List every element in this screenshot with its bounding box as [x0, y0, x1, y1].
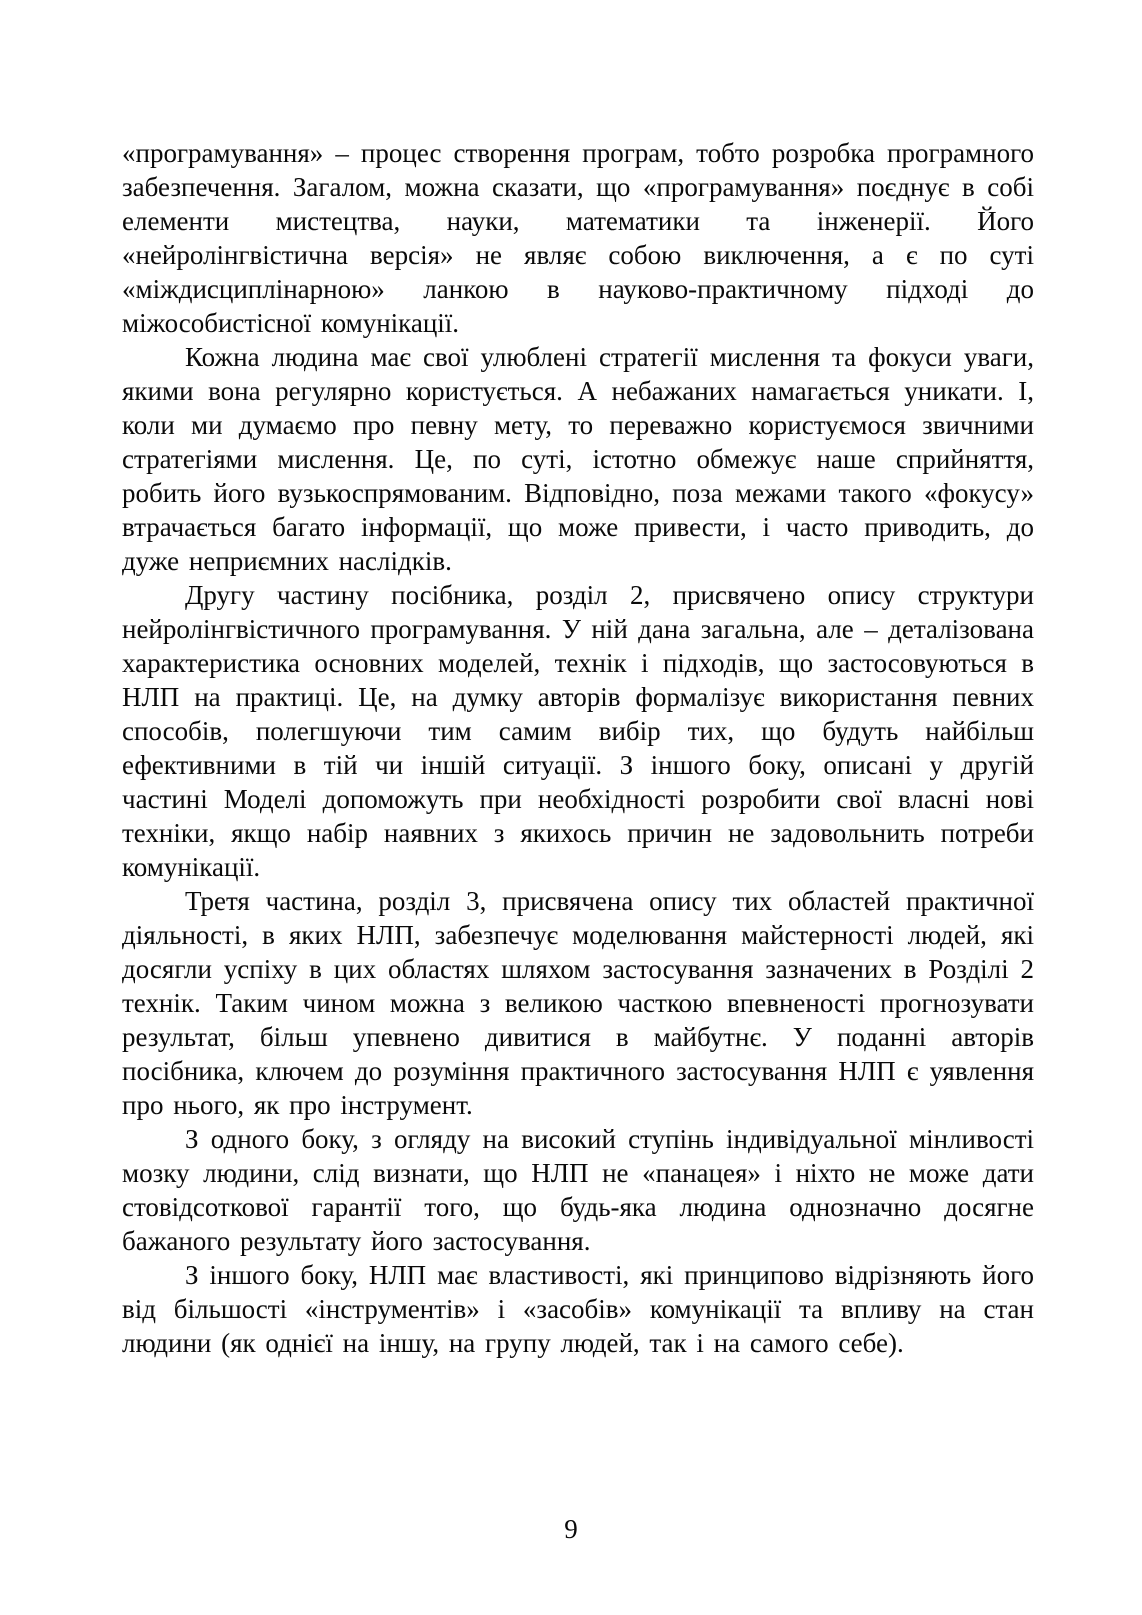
paragraph: «програмування» – процес створення програм, тобто розробка програмного забезпечення. Загалом, можна сказати, що «програмування» поєднує в собі елементи мистецтва, науки, математики та інженерії. Його «нейролінгвістична версія» не являє собою виключення, а є по суті «міждисциплінарною» ланкою в науково-практичному підході до міжособистісної комунікації. [122, 138, 1034, 338]
paragraph: З одного боку, з огляду на високий ступінь індивідуальної мінливості мозку людини, слід визнати, що НЛП не «панацея» і ніхто не може дати стовідсоткової гарантії того, що будь-яка людина однозначно досягне бажаного результату його застосування. [122, 1124, 1034, 1256]
text-block [122, 136, 1034, 1360]
paragraph: Другу частину посібника, розділ 2, присвячено опису структури нейролінгвістичного програмування. У ній дана загальна, але – деталізована характеристика основних моделей, технік і підходів, що застосовуються в НЛП на практиці. Це, на думку авторів формалізує використання певних способів, полегшуючи тим самим вибір тих, що будуть найбільш ефективними в тій чи іншій ситуації. З іншого боку, описані у другій частині Моделі допоможуть при необхідності розробити свої власні нові техніки, якщо набір наявних з якихось причин не задовольнить потреби комунікації. [122, 580, 1034, 882]
paragraph: Кожна людина має свої улюблені стратегії мислення та фокуси уваги, якими вона регулярно користується. А небажаних намагається уникати. І, коли ми думаємо про певну мету, то переважно користуємося звичними стратегіями мислення. Це, по суті, істотно обмежує наше сприйняття, робить його вузькоспрямованим. Відповідно, поза межами такого «фокусу» втрачається багато інформації, що може привести, і часто приводить, до дуже неприємних наслідків. [122, 342, 1034, 576]
paragraph: З іншого боку, НЛП має властивості, які принципово відрізняють його від більшості «інструментів» і «засобів» комунікації та впливу на стан людини (як однієї на іншу, на групу людей, так і на самого себе). [122, 1260, 1034, 1358]
paragraph: Третя частина, розділ 3, присвячена опису тих областей практичної діяльності, в яких НЛП, забезпечує моделювання майстерності людей, які досягли успіху в цих областях шляхом застосування зазначених в Розділі 2 технік. Таким чином можна з великою часткою впевненості прогнозувати результат, більш упевнено дивитися в майбутнє. У поданні авторів посібника, ключем до розуміння практичного застосування НЛП є уявлення про нього, як про інструмент. [122, 886, 1034, 1120]
page-number: 9 [564, 1514, 578, 1544]
